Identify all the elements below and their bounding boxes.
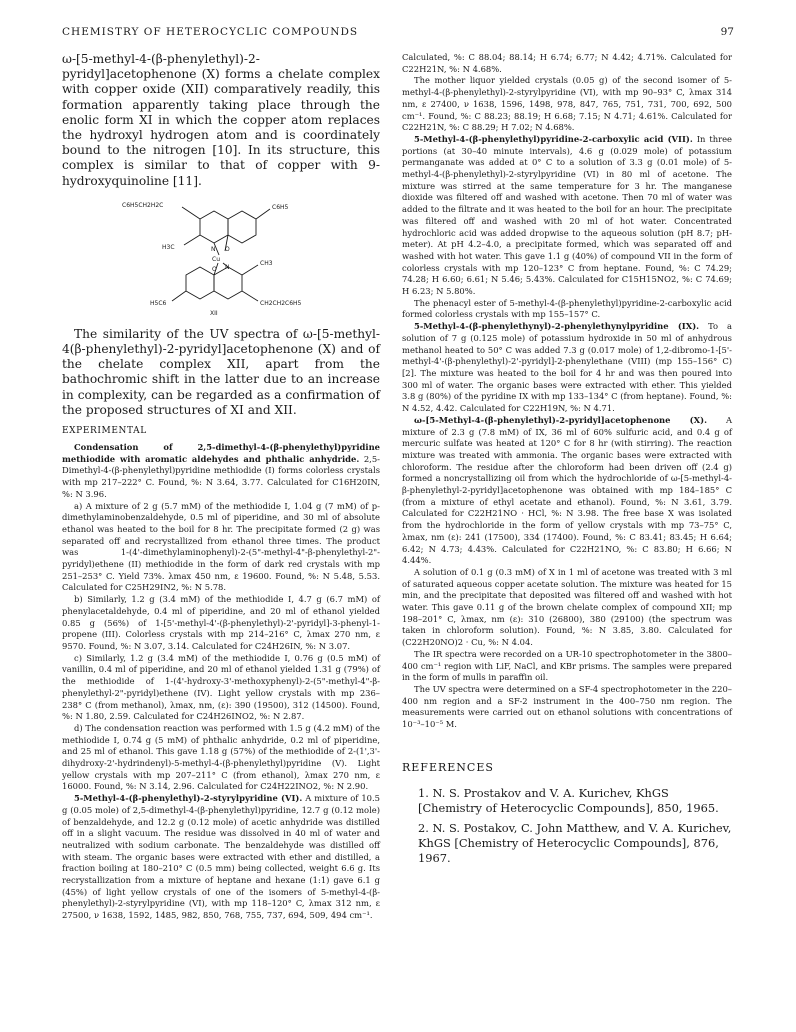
condensation-body: 2,5-Dimethyl-4-(β-phenylethyl)pyridine methiodide (I) forms colorless crystals with mp 217–222° C. Found, %: N 3.64, 3.77. Calculated for C16H20IN, %: N 3.96. bbox=[62, 453, 380, 499]
ir-spectra-paragraph: The IR spectra were recorded on a UR-10 spectrophotometer in the 3800–400 cm⁻¹ region with LiF, NaCl, and KBr prisms. The samples were prepared in the form of mulls in paraffin oil. bbox=[402, 648, 732, 683]
reference-2: 2. N. S. Postakov, C. John Matthew, and V. A. Kurichev, KhGS [Chemistry of Heterocyclic Compounds], 876, 1967. bbox=[418, 820, 732, 866]
uv-spectra-paragraph: The UV spectra were determined on a SF-4 spectrophotometer in the 220–400 nm region and a SF-2 instrument in the 400–750 nm region. The measurements were carried out on ethanol solutions with concentrations of 10⁻³–10⁻⁵ M. bbox=[402, 683, 732, 730]
bond-top-left-substituent bbox=[182, 207, 200, 219]
phenacyl-paragraph: The phenacyl ester of 5-methyl-4-(β-phenylethyl)pyridine-2-carboxylic acid formed colorless crystals with mp 155–157° C. bbox=[402, 297, 732, 320]
paragraph-c: c) Similarly, 1.2 g (3.4 mM) of the methiodide I, 0.76 g (0.5 mM) of vanillin, 0.4 ml of piperidine, and 20 ml of ethanol yielded 1.31 g (79%) of the methiodide of 1-(4'-hydroxy-3'-methoxyphenyl)-2-(5"-methyl-4"-β-phenylethyl-2"-pyridyl)ethene (IV). Light yellow crystals with mp 236–238° C (from methanol), λmax, nm, (ε): 390 (19500), 312 (14500). Found, %: N 1.80, 2.59. Calculated for C24H26INO2, %: N 2.87. bbox=[62, 652, 380, 722]
bond-mid-left-substituent bbox=[184, 235, 200, 245]
label-top-right: C6H5 bbox=[272, 203, 289, 211]
upper-pyridine-ring bbox=[200, 211, 228, 243]
condensation-title: Condensation of 2,5-dimethyl-4-(β-phenylethyl)pyridine methiodide with aromatic aldehydes and phthalic anhydride. bbox=[62, 442, 380, 464]
ynyl-paragraph bbox=[402, 321, 732, 415]
bond-bottom-right-substituent bbox=[242, 291, 258, 301]
paragraph-b: b) Similarly, 1.2 g (3.4 mM) of the methiodide I, 4.7 g (6.7 mM) of phenylacetaldehyde, 0.4 ml of piperidine, and 20 ml of ethanol yielded 0.85 g (56%) of 1-[5'-methyl-4'-(β-phenylethyl)-2'-pyridyl]-3-phenyl-1-propene (III). Colorless crystals with mp 214–216° C, λmax 270 nm, ε 9570. Found, %: N 3.07, 3.14. Calculated for C24H26IN, %: N 3.07. bbox=[62, 594, 380, 651]
paragraph-a: a) A mixture of 2 g (5.7 mM) of the methiodide I, 1.04 g (7 mM) of p-dimethylaminobenzaldehyde, 0.5 ml of piperidine, and 30 ml of absolute ethanol was heated to the boil for 8 hr. The precipitate formed (2 g) was separated off and recrystallized from ethanol three times. The product was 1-(4'-dimethylaminophenyl)-2-(5"-methyl-4"-β-phenylethyl-2"-pyridyl)ethene (II) methiodide in the form of dark red crystals with mp 251–253° C. Yield 73%. λmax 450 nm, ε 19600. Found, %: N 5.48, 5.53. Calculated for C25H29IN2, %: N 5.78. bbox=[62, 500, 380, 593]
journal-title: CHEMISTRY OF HETEROCYCLIC COMPOUNDS bbox=[62, 26, 359, 38]
bond-top-right-substituent bbox=[256, 209, 270, 219]
calculated-line: Calculated, %: C 88.04; 88.14; H 6.74; 6.77; N 4.42; 4.71%. Calculated for C22H21N, %: N 4.68%. bbox=[402, 52, 732, 74]
copper-complex-paragraph: A solution of 0.1 g (0.3 mM) of X in 1 ml of acetone was treated with 3 ml of saturated aqueous copper acetate solution. The mixture was heated for 15 min, and the precipitate that deposited was filtered off and washed with hot water. This gave 0.11 g of the brown chelate complex of compound XII; mp 198–201° C, λmax, nm (ε): 310 (26800), 380 (29100) (the spectrum was taken in chloroform solution). Found, %: N 3.85, 3.80. Calculated for (C22H20NO)2 · Cu, %: N 4.04. bbox=[402, 566, 732, 648]
label-n-bottom: N bbox=[225, 263, 230, 271]
ynyl-title: 5-Methyl-4-(β-phenylethynyl)-2-phenylethynylpyridine (IX). bbox=[414, 321, 700, 332]
acetophenone-title: ω-[5-Methyl-4-(β-phenylethyl)-2-pyridyl]acetophenone (X). bbox=[414, 414, 707, 425]
acetophenone-body: A mixture of 2.3 g (7.8 mM) of IX, 36 ml of 60% sulfuric acid, and 0.4 g of mercuric sulfate was heated at 120° C for 8 hr (with stirring). The reaction mixture was treated with ammonia. The organic bases were extracted with chloroform. The residue after the chloroform had been driven off (2.4 g) formed a noncrystallizing oil from which the hydrochloride of ω-[5-methyl-4-β-phenylethyl-2-pyridyl]acetophenone was obtained with mp 184–185° C (from a mixture of ethyl acetate and ethanol). Found, %: N 3.61, 3.79. Calculated for C22H21NO · HCl, %: N 3.98. The free base X was isolated from the hydrochloride in the form of yellow crystals with mp 73–75° C, λmax, nm (ε): 241 (17500), 334 (17400). Found, %: C 83.41; 83.45; H 6.64; 6.42; N 4.73; 4.43%. Calculated for C22H21NO, %: C 83.80; H 6.66; N 4.44%. bbox=[402, 414, 732, 566]
label-mid-left: H3C bbox=[162, 243, 175, 251]
left-column bbox=[62, 52, 380, 922]
styryl-body: A mixture of 10.5 g (0.05 mole) of 2,5-dimethyl-4-(β-phenylethyl)pyridine, 12.7 g (0.12 mole) of benzaldehyde, and 12.2 g (0.12 mole) of acetic anhydride was distilled off in a slight vacuum. The residue was dissolved in 40 ml of water and neutralized with sodium carbonate. The benzaldehyde was distilled off with steam. The organic bases were extracted with ether and distilled, a fraction boiling at 180–210° C (0.5 mm) being collected, weight 6.6 g. Its recrystallization from a mixture of heptane and hexane (1:1) gave 6.1 g (45%) of light yellow crystals of one of the isomers of 5-methyl-4-(β-phenylethyl)-2-styrylpyridine (VI), with mp 118–120° C, λmax 312 nm, ε 27500, ν 1638, 1592, 1485, 982, 850, 768, 755, 737, 694, 509, 494 cm⁻¹. bbox=[62, 793, 380, 921]
copper-chelate-structure bbox=[62, 193, 380, 323]
page-number: 97 bbox=[720, 26, 734, 38]
running-head bbox=[62, 26, 734, 42]
intro-paragraph: ω-[5-methyl-4-(β-phenylethyl)-2-pyridyl]acetophenone (X) forms a chelate complex with copper oxide (XII) comparatively readily, this formation apparently taking place through the enolic form XI in which the copper atom replaces the hydroxyl hydrogen atom and is coordinately bound to the nitrogen [10]. In its structure, this complex is similar to that of copper with 9-hydroxyquinoline [11]. bbox=[62, 52, 380, 188]
acetophenone-paragraph bbox=[402, 415, 732, 567]
similarity-paragraph: The similarity of the UV spectra of ω-[5-methyl-4(β-phenylethyl)-2-pyridyl]acetophenone (X) and of the chelate complex XII, apart from the bathochromic shift in the latter due to an increase in complexity, can be regarded as a confirmation of the proposed structures of XI and XII. bbox=[62, 326, 380, 417]
bond-bottom-left-substituent bbox=[172, 291, 186, 301]
bond-mid-right-substituent bbox=[242, 265, 258, 275]
acid-paragraph bbox=[402, 134, 732, 298]
upper-phenyl-ring bbox=[228, 211, 256, 243]
lower-pyridine-ring bbox=[214, 267, 242, 299]
lower-phenyl-ring bbox=[186, 267, 214, 299]
experimental-heading: EXPERIMENTAL bbox=[62, 426, 147, 437]
label-o-top: O bbox=[225, 245, 230, 253]
ynyl-body: To a solution of 7 g (0.125 mole) of potassium hydroxide in 50 ml of anhydrous methanol heated to 50° C was added 7.3 g (0.017 mole) of 1,2-dibromo-1-[5'-methyl-4'-(β-phenylethyl)-2'-pyridyl]-2-phenylethane (VIII) (mp 155–156° C) [2]. The mixture was heated to the boil for 4 hr and was then poured into 300 ml of water. The organic bases were extracted with ether. This yielded 3.8 g (80%) of the pyridine IX with mp 133–134° C (from heptane). Found, %: N 4.52, 4.42. Calculated for C22H19N, %: N 4.71. bbox=[402, 321, 733, 414]
right-column bbox=[402, 52, 732, 871]
label-top-left: C6H5CH2H2C bbox=[122, 201, 164, 209]
label-metal: Cu bbox=[212, 255, 220, 263]
label-bottom-left: H5C6 bbox=[150, 299, 167, 307]
label-mid-right: CH3 bbox=[260, 259, 273, 267]
acid-body: In three portions (at 30–40 minute intervals), 4.6 g (0.029 mole) of potassium permanganate was added at 0° C to a solution of 3.3 g (0.01 mole) of 5-methyl-4-(β-phenylethyl)-2-styrylpyridine (VI) in 80 ml of acetone. The mixture was stirred at the same temperature for 3 hr. The manganese dioxide was filtered off and washed with acetone. Then 70 ml of water was added to the filtrate and it was heated to the boil for an hour. The precipitate was filtered off and washed with 20 ml of hot water. Concentrated hydrochloric acid was added dropwise to the aqueous solution (pH 8.7; pH-meter). At pH 4.2–4.0, a precipitate formed, which was separated off and washed with hot water. This gave 1.1 g (40%) of compound VII in the form of colorless crystals with mp 120–123° C from heptane. Found, %: C 74.29; 74.28; H 6.60; 6.61; N 5.46; 5.43%. Calculated for C15H15NO2, %: C 74.69; H 6.23; N 5.80%. bbox=[402, 133, 733, 297]
paragraph-d: d) The condensation reaction was performed with 1.5 g (4.2 mM) of the methiodide I, 0.74 g (5 mM) of phthalic anhydride, 0.2 ml of piperidine, and 25 ml of ethanol. This gave 1.18 g (57%) of the methiodide of 2-(1',3'-dihydroxy-2'-hydrindenyl)-5-methyl-4-(β-phenylethyl)pyridine (V). Light yellow crystals with mp 207–211° C (from ethanol), λmax 270 nm, ε 16000. Found, %: N 3.14, 2.96. Calculated for C24H22INO2, %: N 2.90. bbox=[62, 722, 380, 792]
label-compound-number: XII bbox=[210, 309, 218, 317]
styryl-title: 5-Methyl-4-(β-phenylethyl)-2-styrylpyridine (VI). bbox=[74, 793, 303, 804]
references-heading: REFERENCES bbox=[402, 760, 494, 774]
reference-1: 1. N. S. Prostakov and V. A. Kurichev, KhGS [Chemistry of Heterocyclic Compounds], 850, 1965. bbox=[418, 785, 719, 816]
mother-liquor-paragraph: The mother liquor yielded crystals (0.05 g) of the second isomer of 5-methyl-4-(β-phenylethyl)-2-styrylpyridine (VI), with mp 90–93° C, λmax 314 nm, ε 27400, ν 1638, 1596, 1498, 978, 847, 765, 751, 731, 700, 692, 500 cm⁻¹. Found, %: C 88.23; 88.19; H 6.68; 7.15; N 4.71; 4.61%. Calculated for C22H21N, %: C 88.29; H 7.02; N 4.68%. bbox=[402, 75, 732, 133]
label-bottom-right: CH2CH2C6H5 bbox=[260, 299, 302, 307]
acid-title: 5-Methyl-4-(β-phenylethyl)pyridine-2-carboxylic acid (VII). bbox=[414, 133, 693, 144]
condensation-paragraph bbox=[62, 442, 380, 501]
label-n-top: N bbox=[211, 245, 216, 253]
label-o-bottom: O bbox=[212, 265, 217, 273]
styryl-paragraph bbox=[62, 793, 380, 922]
